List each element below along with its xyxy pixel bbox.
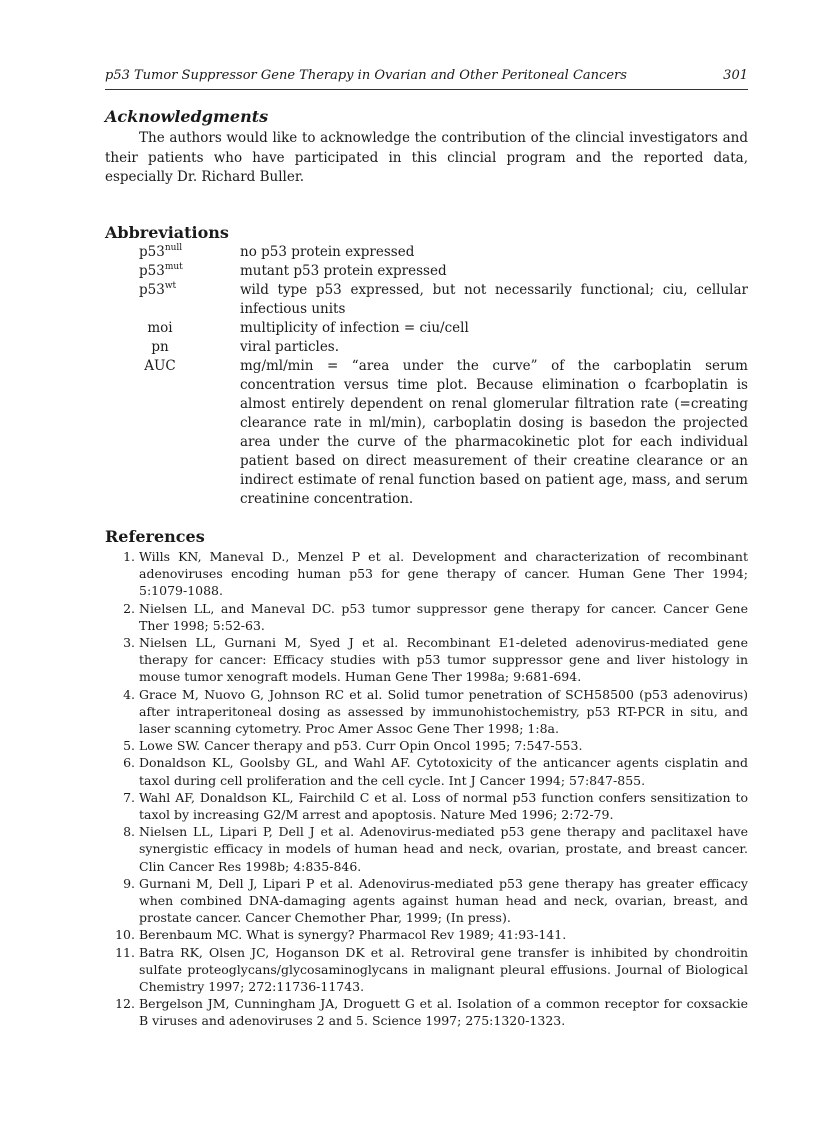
reference-number: 6. (123, 755, 135, 771)
reference-item (105, 737, 748, 754)
reference-item (105, 754, 748, 788)
reference-text: Nielsen LL, and Maneval DC. p53 tumor suppressor gene therapy for cancer. Cancer Gene Ther 1998; 5:52-63. (139, 600, 748, 633)
reference-text: Bergelson JM, Cunningham JA, Droguett G et al. Isolation of a common receptor for coxsackie B viruses and adenoviruses 2 and 5. Science 1997; 275:1320-1323. (139, 996, 748, 1029)
reference-number: 3. (123, 635, 135, 651)
abbreviation-row (105, 243, 748, 262)
reference-item (105, 548, 748, 600)
reference-item (105, 926, 748, 943)
reference-text: Wills KN, Maneval D., Menzel P et al. Development and characterization of recombinant adenoviruses encoding human p53 for gene therapy of cancer. Human Gene Ther 1994; 5:1079-1088. (139, 549, 748, 599)
abbreviation-definition: mutant p53 protein expressed (240, 263, 447, 279)
reference-number: 7. (123, 789, 135, 805)
reference-number: 8. (123, 824, 135, 840)
reference-text: Grace M, Nuovo G, Johnson RC et al. Solid tumor penetration of SCH58500 (p53 adenovirus) after intraperitoneal dosing as assessed by immunohistochemistry, p53 RT-PCR in situ, and laser scanning cytometry. Proc Amer Assoc Gene Ther 1998; 1:8a. (139, 686, 748, 737)
abbreviation-row (105, 319, 748, 338)
abbreviation-row (105, 262, 748, 281)
reference-number: 5. (123, 738, 135, 754)
reference-text: Donaldson KL, Goolsby GL, and Wahl AF. Cytotoxicity of the anticancer agents cisplatin and taxol during cell proliferation and the cell cycle. Int J Cancer 1994; 57:847-855. (139, 755, 748, 788)
abbreviation-term: AUC (144, 358, 176, 374)
abbreviation-term: $p53^{null}$ (139, 243, 183, 260)
reference-item (105, 944, 748, 996)
abbreviation-row (105, 338, 748, 357)
reference-text: Nielsen LL, Gurnani M, Syed J et al. Recombinant E1-deleted adenovirus-mediated gene therapy for cancer: Efficacy studies with p53 tumor suppressor gene and liver histology in mouse tumor xenograft models. Human Gene Ther 1998a; 9:681-694. (139, 635, 748, 685)
reference-number: 10. (115, 927, 135, 943)
running-title: p53 Tumor Suppressor Gene Therapy in Ovarian and Other Peritoneal Cancers (105, 68, 627, 83)
abbreviations-heading: Abbreviations (105, 223, 229, 242)
running-header (105, 68, 748, 90)
reference-item (105, 875, 748, 927)
page-number: 301 (723, 68, 748, 83)
reference-item (105, 600, 748, 634)
abbreviation-term: pn (151, 339, 169, 355)
abbreviation-term: moi (147, 320, 173, 336)
abbreviation-term: $p53^{wt}$ (139, 281, 177, 298)
reference-item (105, 634, 748, 686)
reference-number: 1. (123, 549, 135, 564)
reference-number: 11. (115, 944, 135, 960)
reference-number: 4. (123, 686, 135, 702)
reference-text: Berenbaum MC. What is synergy? Pharmacol Rev 1989; 41:93-141. (139, 927, 567, 943)
abbreviation-row (105, 357, 748, 509)
abbreviation-definition: multiplicity of infection = ciu/cell (240, 320, 469, 336)
reference-number: 9. (123, 875, 135, 891)
reference-number: 2. (123, 600, 135, 616)
abbreviation-definition: wild type p53 expressed, but not necessarily functional; ciu, cellular infectious units (240, 282, 748, 317)
reference-item (105, 995, 748, 1029)
abbreviation-definition: no p53 protein expressed (240, 244, 415, 260)
acknowledgments-body: The authors would like to acknowledge the contribution of the clincial investigators and their patients who have participated in this clincial program and the reported data, especially Dr. Richard Buller. (105, 130, 748, 185)
reference-text: Wahl AF, Donaldson KL, Fairchild C et al. Loss of normal p53 function confers sensitization to taxol by increasing G2/M arrest and apoptosis. Nature Med 1996; 2:72-79. (139, 789, 748, 823)
reference-text: Lowe SW. Cancer therapy and p53. Curr Opin Oncol 1995; 7:547-553. (139, 738, 583, 754)
abbreviations-list (105, 243, 748, 509)
abbreviation-row (105, 281, 748, 319)
references-list (105, 548, 748, 1030)
abbreviation-definition: viral particles. (240, 339, 340, 355)
references-heading: References (105, 527, 205, 546)
reference-text: Nielsen LL, Lipari P, Dell J et al. Adenovirus-mediated p53 gene therapy and paclitaxel have synergistic efficacy in models of human head and neck, ovarian, prostate, and breast cancer. Clin Cancer Res 1998b; 4:835-846. (139, 824, 748, 874)
acknowledgments-heading: Acknowledgments (105, 107, 269, 126)
abbreviation-term: $p53^{mut}$ (139, 262, 183, 279)
reference-number: 12. (115, 996, 135, 1012)
reference-text: Gurnani M, Dell J, Lipari P et al. Adenovirus-mediated p53 gene therapy has greater efficacy when combined DNA-damaging agents against human head and neck, ovarian, breast, and prostate cancer. Cancer Chemother Phar, 1999; (In press). (139, 875, 748, 926)
reference-text: Batra RK, Olsen JC, Hoganson DK et al. Retroviral gene transfer is inhibited by chondroitin sulfate proteoglycans/glycosaminoglycans in malignant pleural effusions. Journal of Biological Chemistry 1997; 272:11736-11743. (139, 944, 748, 995)
reference-item (105, 823, 748, 875)
reference-item (105, 686, 748, 738)
abbreviation-definition: mg/ml/min = “area under the curve” of the carboplatin serum concentration versus time plot. Because elimination o fcarboplatin is almost entirely dependent on renal glomerular filtration rate (=creating clearance rate in ml/min), carboplatin dosing is basedon the projected area under the curve of the pharmacokinetic plot for each individual patient based on direct measurement of their creatine clearance or an indirect estimate of renal function based on patient age, mass, and serum creatinine concentration. (240, 358, 748, 507)
reference-item (105, 789, 748, 823)
